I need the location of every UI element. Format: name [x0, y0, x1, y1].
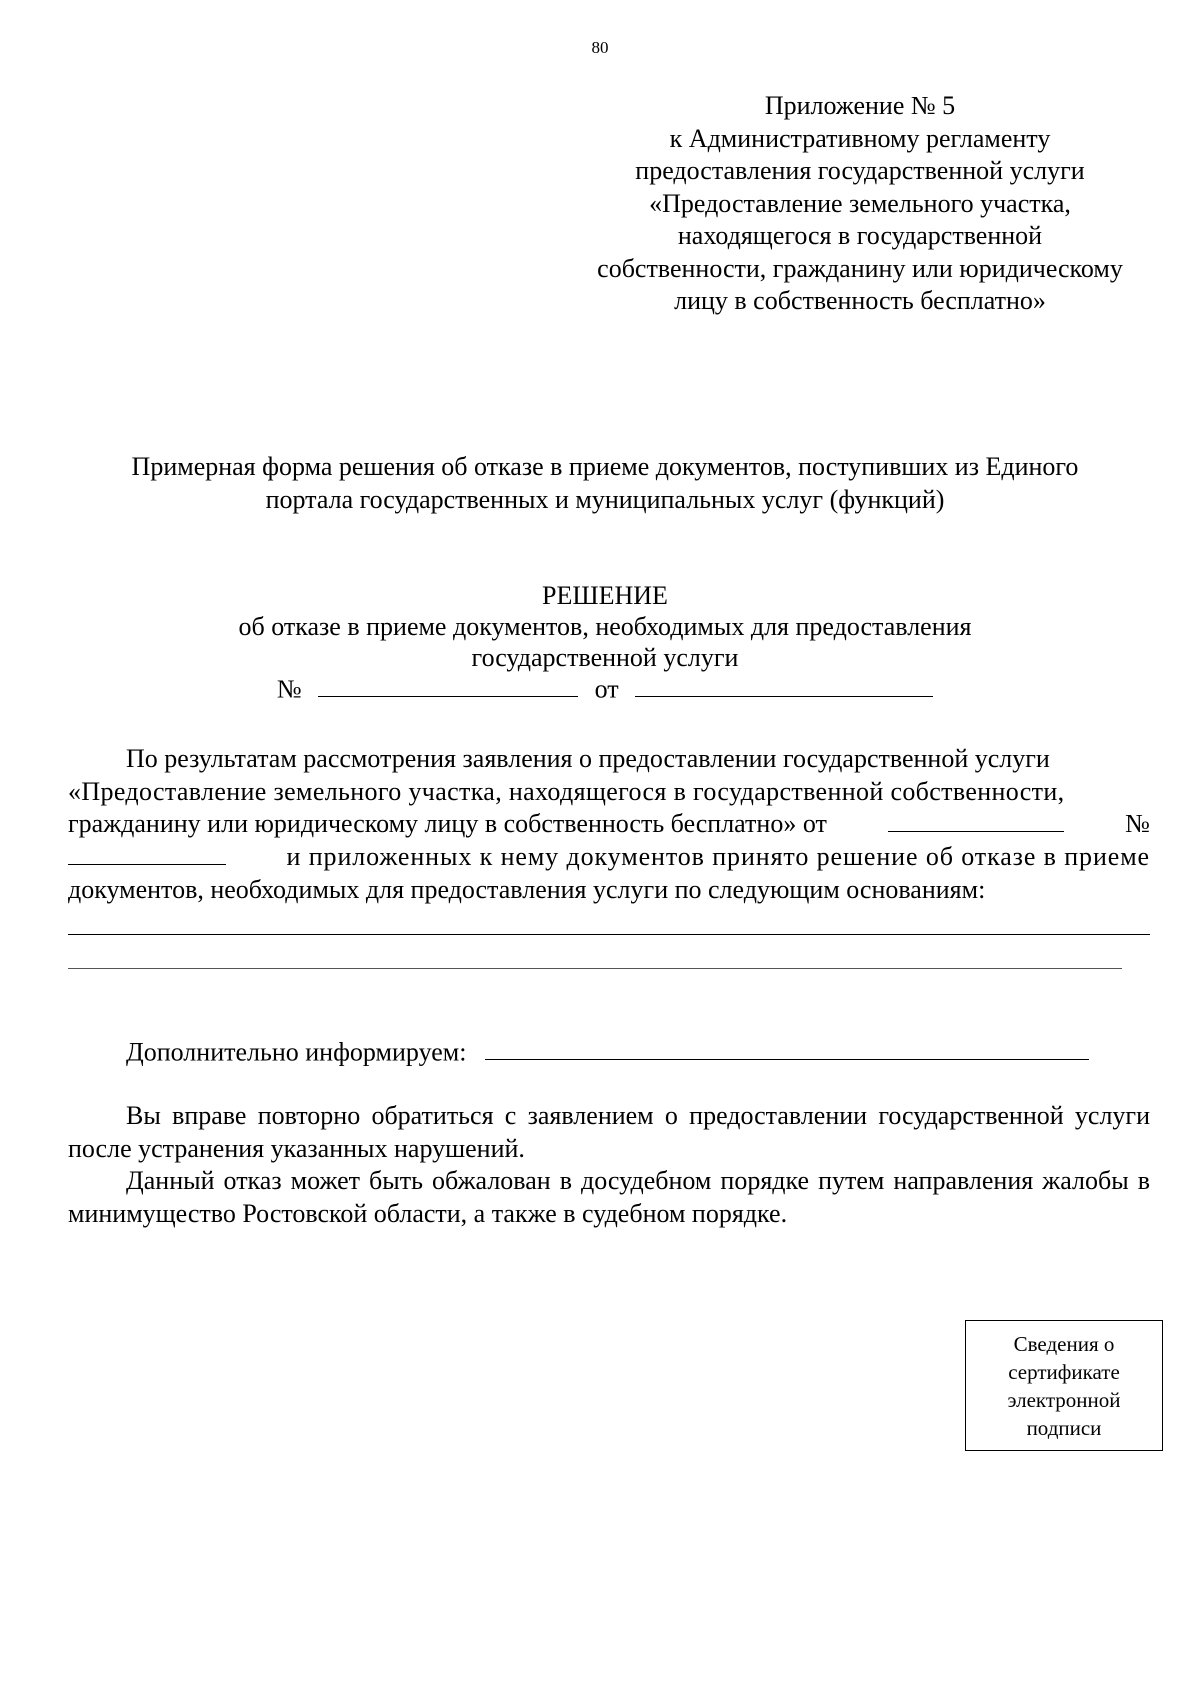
signature-box-line: сертификате — [1008, 1359, 1120, 1384]
appendix-line: собственности, гражданину или юридическому — [597, 253, 1123, 283]
decision-heading: РЕШЕНИЕ — [542, 581, 668, 610]
application-number-label: № — [1125, 809, 1150, 839]
appendix-line: предоставления государственной услуги — [635, 156, 1085, 185]
application-number-field[interactable] — [68, 841, 226, 865]
body-line — [68, 776, 1150, 809]
form-title-line: Примерная форма решения об отказе в приеме документов, поступивших из Единого — [131, 452, 1079, 481]
body-line-text: гражданину или юридическому лицу в собственность бесплатно» от — [68, 809, 827, 839]
decision-number-field[interactable] — [318, 673, 578, 697]
additional-info-field[interactable] — [485, 1036, 1089, 1060]
body-line-text: и приложенных к нему документов принято решение об отказе в приеме — [286, 842, 1150, 872]
body-paragraph — [68, 743, 1150, 906]
page-number: 80 — [591, 38, 609, 57]
appendix-line: Приложение № 5 — [764, 91, 956, 120]
body-line-text: «Предоставление земельного участка, находящегося в государственной собственности, — [68, 776, 1065, 806]
decision-subtitle: государственной услуги — [471, 643, 739, 672]
closing-paragraph: Данный отказ может быть обжалован в досудебном порядке путем направления жалобы в минимущество Ростовской области, а также в судебном порядке. — [68, 1166, 1150, 1228]
decision-number-line — [60, 673, 1150, 704]
decision-date-field[interactable] — [635, 673, 933, 697]
appendix-line: «Предоставление земельного участка, — [649, 188, 1071, 218]
additional-label: Дополнительно информируем: — [126, 1037, 467, 1067]
body-line — [68, 841, 1150, 874]
body-line: По результатам рассмотрения заявления о предоставлении государственной услуги — [126, 744, 1050, 773]
signature-box-line: подписи — [1026, 1415, 1102, 1440]
decision-header — [60, 580, 1150, 704]
signature-box-line: Сведения о — [1013, 1331, 1115, 1356]
grounds-line-1[interactable] — [68, 934, 1150, 935]
closing-paragraph: Вы вправе повторно обратиться с заявлением о предоставлении государственной услуги после устранения указанных нарушений. — [68, 1101, 1150, 1163]
appendix-header — [560, 90, 1160, 318]
form-title-line: портала государственных и муниципальных услуг (функций) — [265, 485, 945, 514]
additional-info-line — [126, 1036, 1089, 1068]
signature-box-line: электронной — [1007, 1387, 1121, 1412]
body-line: документов, необходимых для предоставления услуги по следующим основаниям: — [68, 874, 986, 904]
number-label: № — [276, 674, 302, 704]
appendix-line: находящегося в государственной — [677, 221, 1043, 250]
date-label: от — [594, 674, 619, 704]
decision-subtitle: об отказе в приеме документов, необходимых для предоставления — [238, 612, 972, 641]
form-title — [60, 450, 1150, 516]
application-date-field[interactable] — [888, 808, 1064, 832]
appendix-line: к Административному регламенту — [669, 123, 1051, 153]
signature-certificate-box — [965, 1320, 1163, 1451]
closing-text — [68, 1100, 1150, 1230]
grounds-line-2[interactable] — [68, 968, 1122, 969]
appendix-line: лицу в собственность бесплатно» — [674, 286, 1046, 315]
body-line — [68, 808, 1150, 841]
